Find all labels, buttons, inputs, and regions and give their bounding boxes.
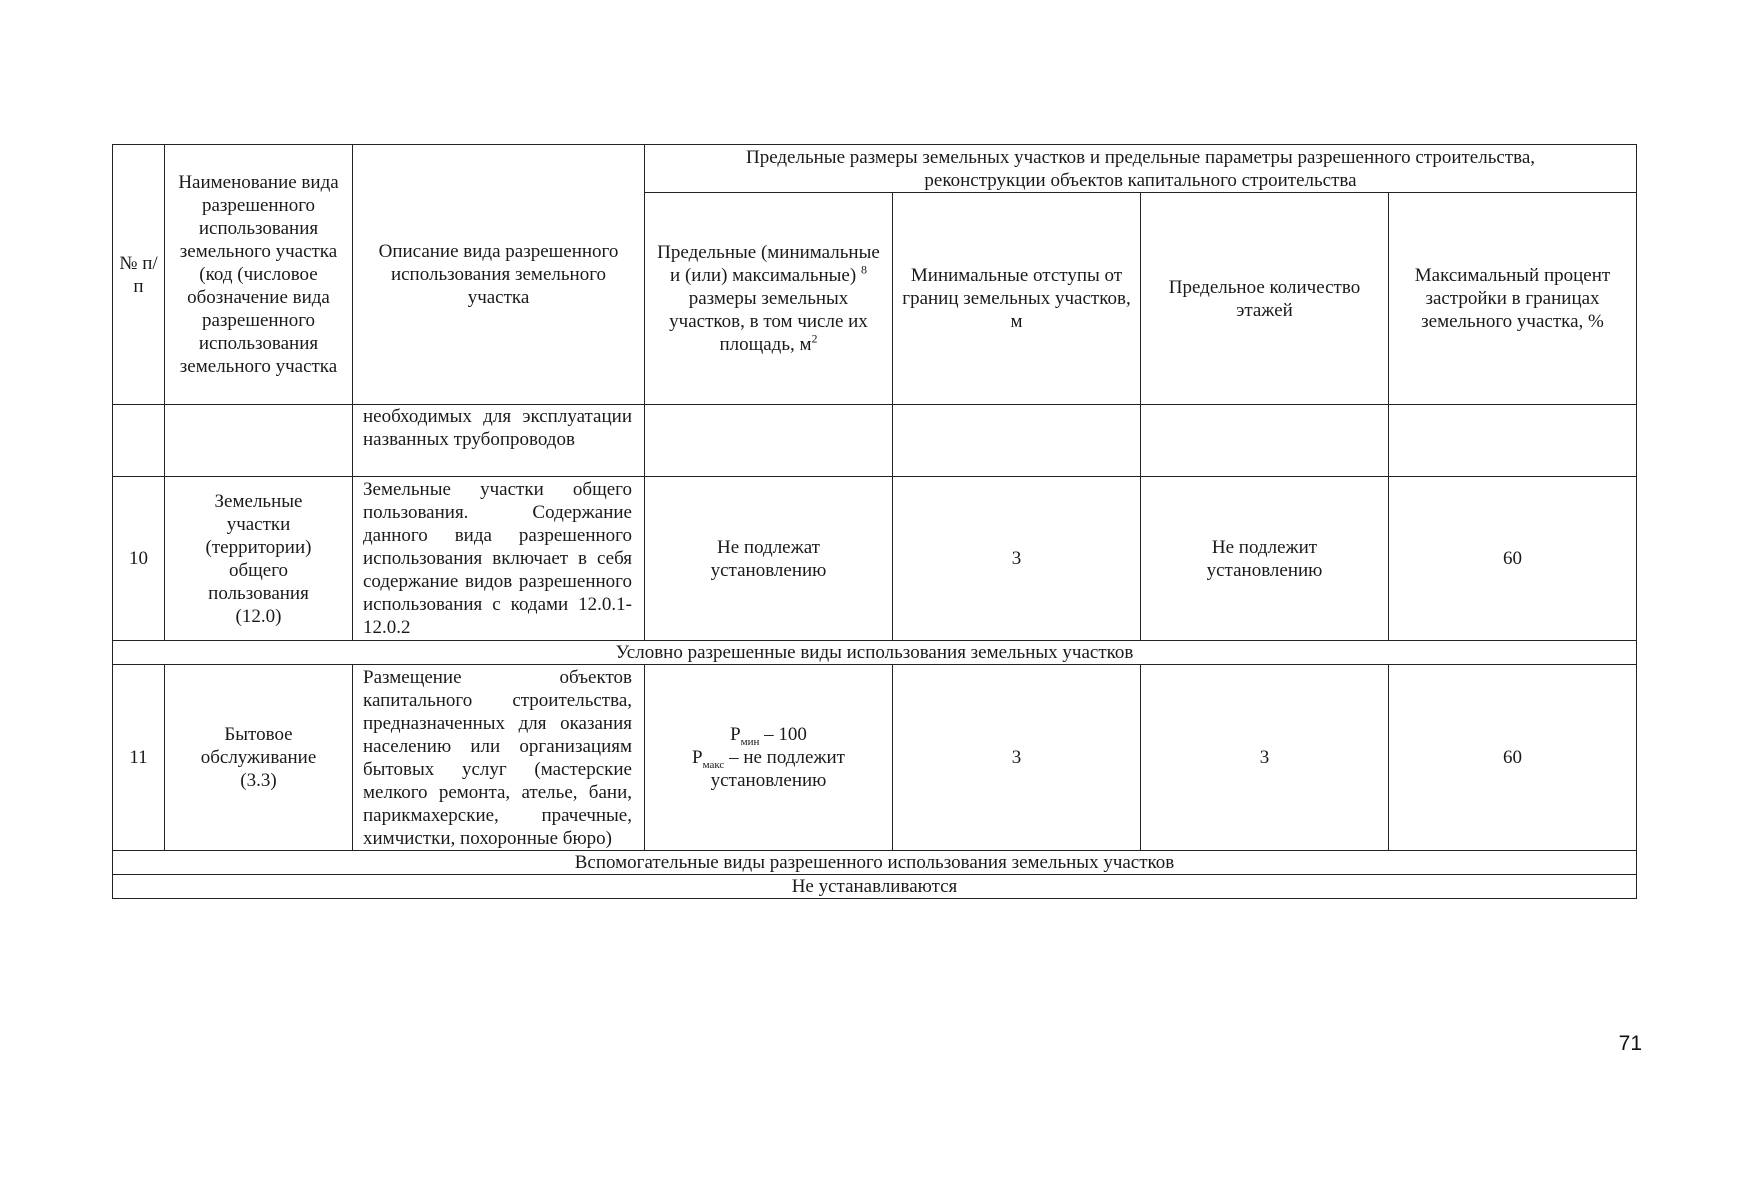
footnote-marker: 8 — [860, 262, 867, 277]
size-min-symbol: Р — [730, 724, 741, 745]
cell-floors — [1141, 405, 1389, 477]
table-row-10 — [113, 477, 1637, 641]
header-row-1 — [113, 145, 1637, 193]
cell-setbacks — [893, 405, 1141, 477]
header-num: № п/п — [113, 145, 165, 405]
size-max-line — [657, 746, 880, 792]
cell-size — [645, 665, 893, 851]
section-heading-auxiliary: Вспомогательные виды разрешенного использования земельных участков — [113, 851, 1637, 875]
header-size-post: размеры земельных участков, в том числе их площадь, м — [669, 288, 868, 355]
header-coverage: Максимальный процент застройки в границах земельного участка, % — [1389, 193, 1637, 405]
cell-floors: 3 — [1141, 665, 1389, 851]
cell-num: 11 — [113, 665, 165, 851]
cell-num: 10 — [113, 477, 165, 641]
size-max-symbol: Р — [692, 747, 703, 768]
cell-coverage — [1389, 405, 1637, 477]
cell-size: Не подлежат установлению — [645, 477, 893, 641]
cell-coverage: 60 — [1389, 665, 1637, 851]
size-max-value: – не подлежит установлению — [710, 747, 845, 791]
auxiliary-value: Не устанавливаются — [113, 875, 1637, 899]
header-name: Наименование вида разрешенного использования земельного участка (код (числовое обозначение вида разрешенного использования земельного участка — [165, 145, 353, 405]
header-floors: Предельное количество этажей — [1141, 193, 1389, 405]
header-group: Предельные размеры земельных участков и предельные параметры разрешенного строительства, реконструкции объектов капитального строительства — [645, 145, 1637, 193]
section-row-auxiliary-value — [113, 875, 1637, 899]
cell-setbacks: 3 — [893, 665, 1141, 851]
cell-name — [165, 405, 353, 477]
cell-coverage: 60 — [1389, 477, 1637, 641]
table-row-11 — [113, 665, 1637, 851]
size-min-value: – 100 — [764, 724, 807, 745]
section-heading-conditional: Условно разрешенные виды использования земельных участков — [113, 641, 1637, 665]
header-size-pre: Предельные (минимальные и (или) максимальные) — [657, 242, 880, 286]
size-min-line — [657, 723, 880, 746]
cell-name: Бытовое обслуживание (3.3) — [165, 665, 353, 851]
cell-description: Земельные участки общего пользования. Содержание данного вида разрешенного использования включает в себя содержание видов разрешенного использования с кодами 12.0.1-12.0.2 — [353, 477, 645, 641]
header-size — [645, 193, 893, 405]
section-row-conditional — [113, 641, 1637, 665]
cell-setbacks: 3 — [893, 477, 1141, 641]
cell-description: Размещение объектов капитального строительства, предназначенных для оказания населению или организациям бытовых услуг (мастерские мелкого ремонта, ателье, бани, парикмахерские, прачечные, химчистки, похоронные бюро) — [353, 665, 645, 851]
size-min-subscript: мин — [740, 735, 760, 748]
section-row-auxiliary — [113, 851, 1637, 875]
page-number: 71 — [1618, 1032, 1642, 1055]
header-description: Описание вида разрешенного использования земельного участка — [353, 145, 645, 405]
cell-floors: Не подлежит установлению — [1141, 477, 1389, 641]
land-use-table — [112, 144, 1637, 899]
cell-name: Земельные участки (территории) общего пользования (12.0) — [165, 477, 353, 641]
cell-description: необходимых для эксплуатации названных трубопроводов — [353, 405, 645, 477]
header-setbacks: Минимальные отступы от границ земельных участков, м — [893, 193, 1141, 405]
cell-num — [113, 405, 165, 477]
unit-exponent: 2 — [811, 331, 818, 346]
table-row-continuation — [113, 405, 1637, 477]
size-max-subscript: макс — [702, 758, 725, 771]
cell-size — [645, 405, 893, 477]
